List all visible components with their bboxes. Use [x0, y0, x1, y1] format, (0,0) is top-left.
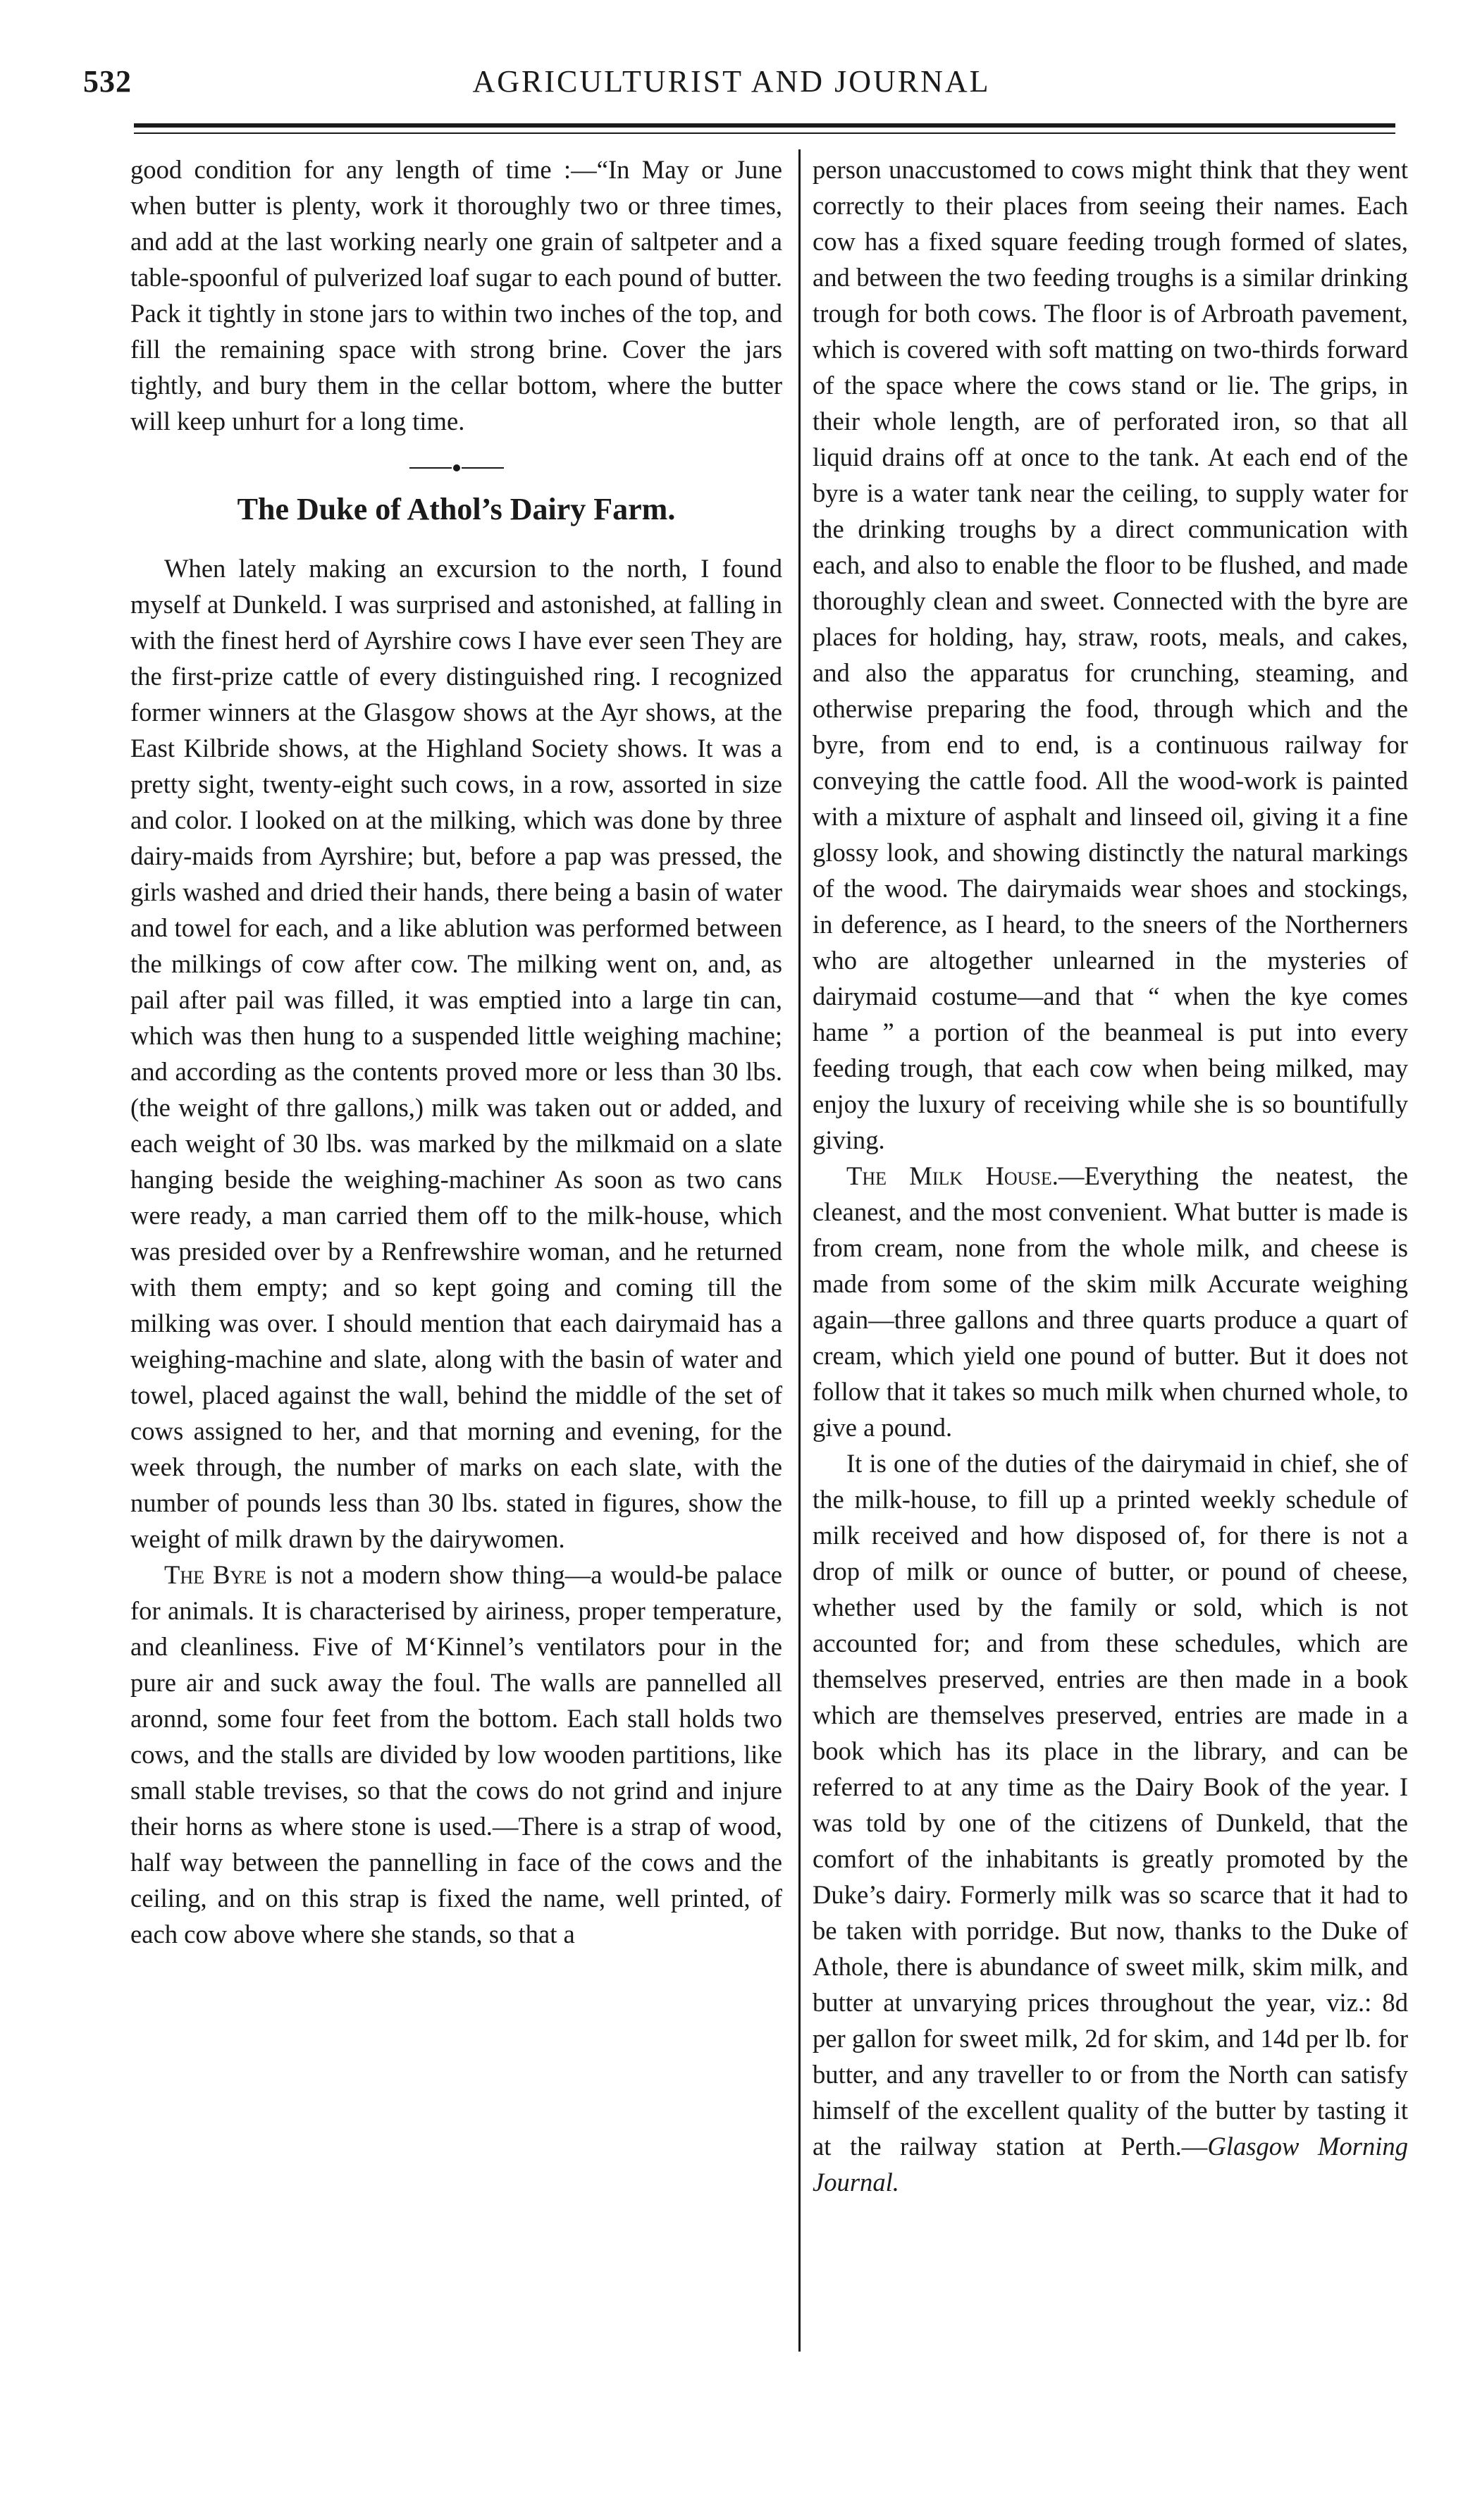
- closing-place: Perth.—: [1121, 2132, 1208, 2161]
- article-paragraph-byre: [130, 1557, 782, 1952]
- article-paragraph-milk-house: [813, 1158, 1408, 1445]
- milk-house-body: —Everything the neatest, the cleanest, and the most convenient. What butter is made is from cream, none from the whole milk, and cheese is made from some of the skim milk Accurate weighing again—three gallons and three quarts produce a quart of cream, which yield one pound of butter. But it does not follow that it takes so much milk when churned whole, to give a pound.: [813, 1161, 1408, 1442]
- header-rule-thin: [134, 132, 1395, 134]
- separator-line-right: [462, 467, 504, 469]
- source-credit: Glasgow Morning Journal.: [813, 2132, 1409, 2197]
- right-column: [813, 152, 1408, 2200]
- section-separator: [130, 456, 782, 477]
- page-number: 532: [83, 64, 132, 99]
- byre-lead-in: The Byre: [164, 1560, 267, 1589]
- header-rule-thick: [134, 123, 1395, 128]
- article-paragraph-dairy-book: [813, 1445, 1408, 2200]
- dairy-book-body: It is one of the duties of the dairymaid in chief, she of the milk-house, to fill up a printed weekly schedule of milk received and how disposed of, for there is not a drop of milk or ounce of butter, or pound of cheese, whether used by the family or sold, which is not accounted for; and from these schedules, which are themselves preserved, entries are then made in a book which are themselves preserved, entries are made in a book which has its place in the library, and can be referred to at any time as the Dairy Book of the year. I was told by one of the citizens of Dunkeld, that the comfort of the inhabitants is greatly promoted by the Duke’s dairy. Formerly milk was so scarce that it had to be taken with porridge. But now, thanks to the Duke of Athole, there is abundance of sweet milk, skim milk, and butter at unvarying prices throughout the year, viz.: 8d per gallon for sweet milk, 2d for skim, and 14d per lb. for butter, and any traveller to or from the North can satisfy himself of the excellent quality of the butter by tasting it at the railway station at: [813, 1449, 1408, 2161]
- column-divider: [798, 149, 801, 2352]
- article-paragraph-continued: person unaccustomed to cows might think that they went correctly to their places from seeing their names. Each cow has a fixed square feeding trough formed of slates, and between the two feeding troughs is a similar drinking trough for both cows. The floor is of Arbroath pavement, which is covered with soft matting on two-thirds forward of the space where the cows stand or lie. The grips, in their whole length, are of perforated iron, so that all liquid drains off at once to the tank. At each end of the byre is a water tank near the ceiling, to supply water for the drinking troughs by a direct communication with each, and also to enable the floor to be flushed, and made thoroughly clean and sweet. Connected with the byre are places for holding, hay, straw, roots, meals, and cakes, and also the apparatus for crunching, steaming, and otherwise preparing the food, through which and the byre, from end to end, is a continuous railway for conveying the cattle food. All the wood-work is painted with a mixture of asphalt and linseed oil, giving it a fine glossy look, and showing distinctly the natural markings of the wood. The dairymaids wear shoes and stockings, in deference, as I heard, to the sneers of the Northerners who are altogether unlearned in the mysteries of dairymaid costume—and that “ when the kye comes hame ” a portion of the beanmeal is put into every feeding trough, that each cow when being milked, may enjoy the luxury of receiving while she is so bountifully giving.: [813, 155, 1408, 1154]
- left-column: [130, 152, 782, 1952]
- article-paragraph-1: When lately making an excursion to the north, I found myself at Dunkeld. I was surprised and astonished, at falling in with the finest herd of Ayrshire cows I have ever seen They are the first-prize cattle of every distinguished ring. I recognized former winners at the Glasgow shows at the Ayr shows, at the East Kilbride shows, at the Highland Society shows. It was a pretty sight, twenty-eight such cows, in a row, assorted in size and color. I looked on at the milking, which was done by three dairy-maids from Ayrshire; but, before a pap was pressed, the girls washed and dried their hands, there being a basin of water and towel for each, and a like ablution was performed between the milkings of cow after cow. The milking went on, and, as pail after pail was filled, it was emptied into a large tin can, which was then hung to a suspended little weighing machine; and according as the contents proved more or less than 30 lbs. (the weight of thre gallons,) milk was taken out or added, and each weight of 30 lbs. was marked by the milkmaid on a slate hanging beside the weighing-machiner As soon as two cans were ready, a man carried them off to the milk-house, which was presided over by a Renfrewshire woman, and he returned with them empty; and so kept going and coming till the milking was over. I should mention that each dairymaid has a weighing-machine and slate, along with the basin of water and towel, placed against the wall, behind the middle of the set of cows assigned to her, and that morning and evening, for the week through, the number of marks on each slate, with the number of pounds less than 30 lbs. stated in figures, show the weight of milk drawn by the dairywomen.: [130, 554, 782, 1553]
- separator-dot: [453, 464, 460, 471]
- milk-house-lead-in: The Milk House.: [846, 1161, 1058, 1190]
- separator-line-left: [409, 467, 452, 469]
- running-title: AGRICULTURIST AND JOURNAL: [472, 64, 991, 99]
- byre-body: is not a modern show thing—a would-be palace for animals. It is characterised by airiness, proper temperature, and cleanliness. Five of M‘Kinnel’s ventilators pour in the pure air and suck away the foul. The walls are pannelled all aronnd, some four feet from the bottom. Each stall holds two cows, and the stalls are divided by low wooden partitions, like small stable trevises, so that the cows do not grind and injure their horns as where stone is used.—There is a strap of wood, half way between the pannelling in face of the cows and the ceiling, and on this strap is fixed the name, well printed, of each cow above where she stands, so that a: [130, 1560, 782, 1948]
- continuation-paragraph: good condition for any length of time :—“In May or June when butter is plenty, work it thoroughly two or three times, and add at the last working nearly one grain of saltpeter and a table-spoonful of pulverized loaf sugar to each pound of butter. Pack it tightly in stone jars to within two inches of the top, and fill the remaining space with strong brine. Cover the jars tightly, and bury them in the cellar bottom, where the butter will keep unhurt for a long time.: [130, 155, 782, 436]
- page-header: [0, 63, 1463, 113]
- article-title: The Duke of Athol’s Dairy Farm.: [237, 492, 676, 526]
